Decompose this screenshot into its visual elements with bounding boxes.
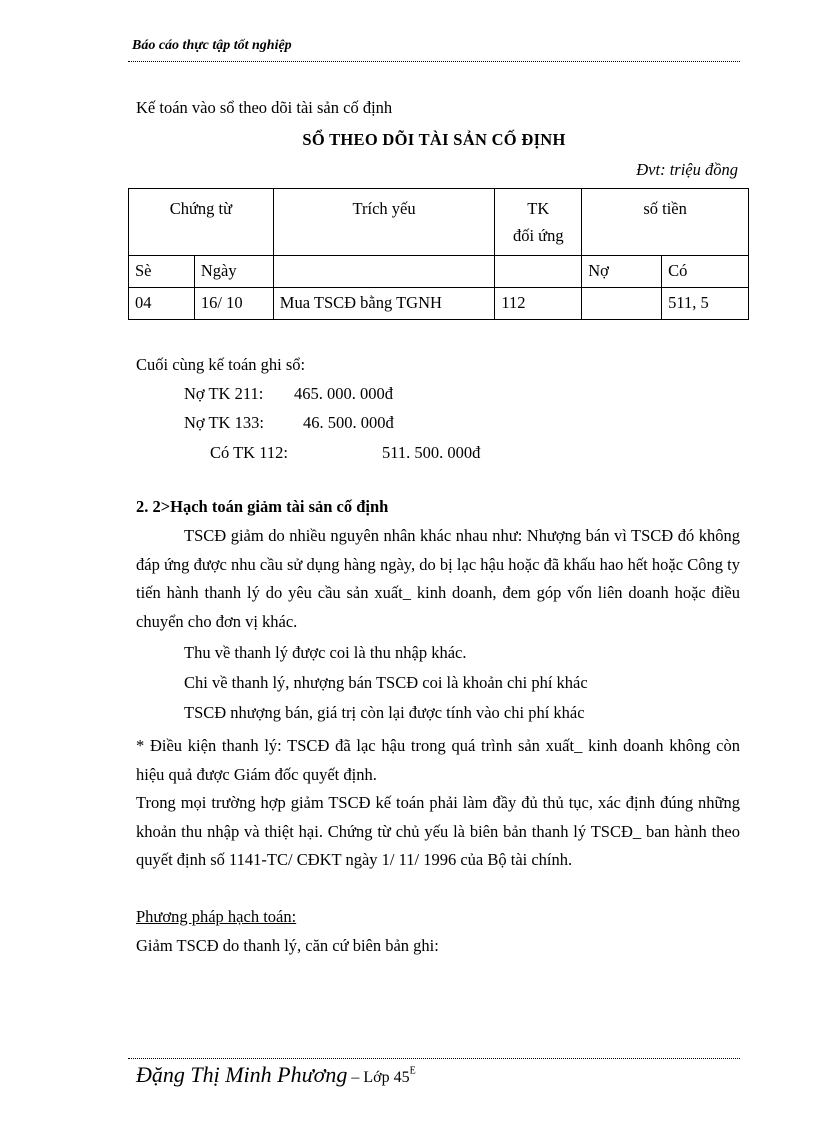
class-label: Lớp 45: [363, 1069, 410, 1086]
author-name: Đặng Thị Minh Phương: [136, 1062, 348, 1087]
col-voucher: Chứng từ: [129, 189, 274, 256]
cell-account: 112: [495, 288, 582, 320]
class-superscript: E: [409, 1065, 416, 1077]
paragraph-procedure: Trong mọi trường hợp giảm TSCĐ kế toán phải làm đầy đủ thủ tục, xác định đúng những khoản thu nhập và thiệt hại. Chứng từ chủ yếu là biên bản thanh lý TSCĐ_ ban hành theo quyết định số 1141-TC/ CĐKT ngày 1/ 11/ 1996 của Bộ tài chính.: [136, 793, 740, 870]
col-account-line2: đối ứng: [512, 226, 564, 245]
paragraph-residual: TSCĐ nhượng bán, giá trị còn lại được tính vào chi phí khác: [184, 703, 585, 722]
cell-summary: Mua TSCĐ bằng TGNH: [273, 288, 495, 320]
table-row: [129, 288, 749, 320]
table-subheader-row: [129, 256, 749, 288]
paragraph-conditions: * Điều kiện thanh lý: TSCĐ đã lạc hậu trong quá trình sản xuất_ kinh doanh không còn hiệu quả được Giám đốc quyết định.: [136, 736, 740, 784]
cell-no: 04: [129, 288, 195, 320]
header-divider: [128, 61, 740, 62]
paragraph-causes: TSCĐ giảm do nhiều nguyên nhân khác nhau như: Nhượng bán vì TSCĐ đó không đáp ứng được nhu cầu sử dụng hàng ngày, do bị lạc hậu hoặc đã khấu hao hết hoặc Công ty tiến hành thanh lý do yêu cầu sản xuất_ kinh doanh, đem góp vốn liên doanh hoặc điều chuyển cho đơn vị khác.: [136, 526, 740, 632]
col-account-line1: TK: [527, 199, 550, 218]
final-entry-lead: Cuối cùng kế toán ghi sổ:: [136, 355, 306, 374]
page-header: Báo cáo thực tập tốt nghiệp: [132, 38, 292, 53]
paragraph-income: Thu về thanh lý được coi là thu nhập khác.: [184, 643, 467, 662]
entry-label-3: Có TK 112:: [210, 443, 288, 462]
entry-amount-3: 511. 500. 000đ: [382, 443, 481, 462]
sub-empty-account: [495, 256, 582, 288]
method-heading: Phương pháp hạch toán:: [136, 907, 297, 926]
col-summary: Trích yếu: [273, 189, 495, 256]
col-amount: số tiền: [582, 189, 749, 256]
entry-amount-2: 46. 500. 000đ: [303, 413, 394, 432]
cell-credit: 511, 5: [662, 288, 749, 320]
section-title: 2. 2>Hạch toán giảm tài sản cố định: [136, 497, 389, 516]
cell-debit: [582, 288, 662, 320]
page-footer: [136, 1062, 416, 1088]
footer-divider: [128, 1058, 740, 1059]
book-title: SỔ THEO DÕI TÀI SẢN CỐ ĐỊNH: [302, 130, 566, 149]
sub-credit: Có: [662, 256, 749, 288]
footer-separator: –: [347, 1069, 364, 1086]
asset-ledger-table: [128, 188, 749, 320]
sub-no: Sè: [129, 256, 195, 288]
table-header-row: [129, 189, 749, 256]
sub-empty-summary: [273, 256, 495, 288]
entry-label-2: Nợ TK 133:: [184, 413, 264, 432]
sub-date: Ngày: [194, 256, 273, 288]
sub-debit: Nợ: [582, 256, 662, 288]
intro-line: Kế toán vào sổ theo dõi tài sản cố định: [136, 98, 393, 117]
cell-date: 16/ 10: [194, 288, 273, 320]
entry-label-1: Nợ TK 211:: [184, 384, 264, 403]
unit-label: Đvt: triệu đồng: [636, 160, 738, 179]
paragraph-expense: Chi về thanh lý, nhượng bán TSCĐ coi là khoản chi phí khác: [184, 673, 588, 692]
col-account: [495, 189, 582, 256]
entry-amount-1: 465. 000. 000đ: [294, 384, 393, 403]
paragraph-liquidation: Giảm TSCĐ do thanh lý, căn cứ biên bản ghi:: [136, 936, 439, 955]
